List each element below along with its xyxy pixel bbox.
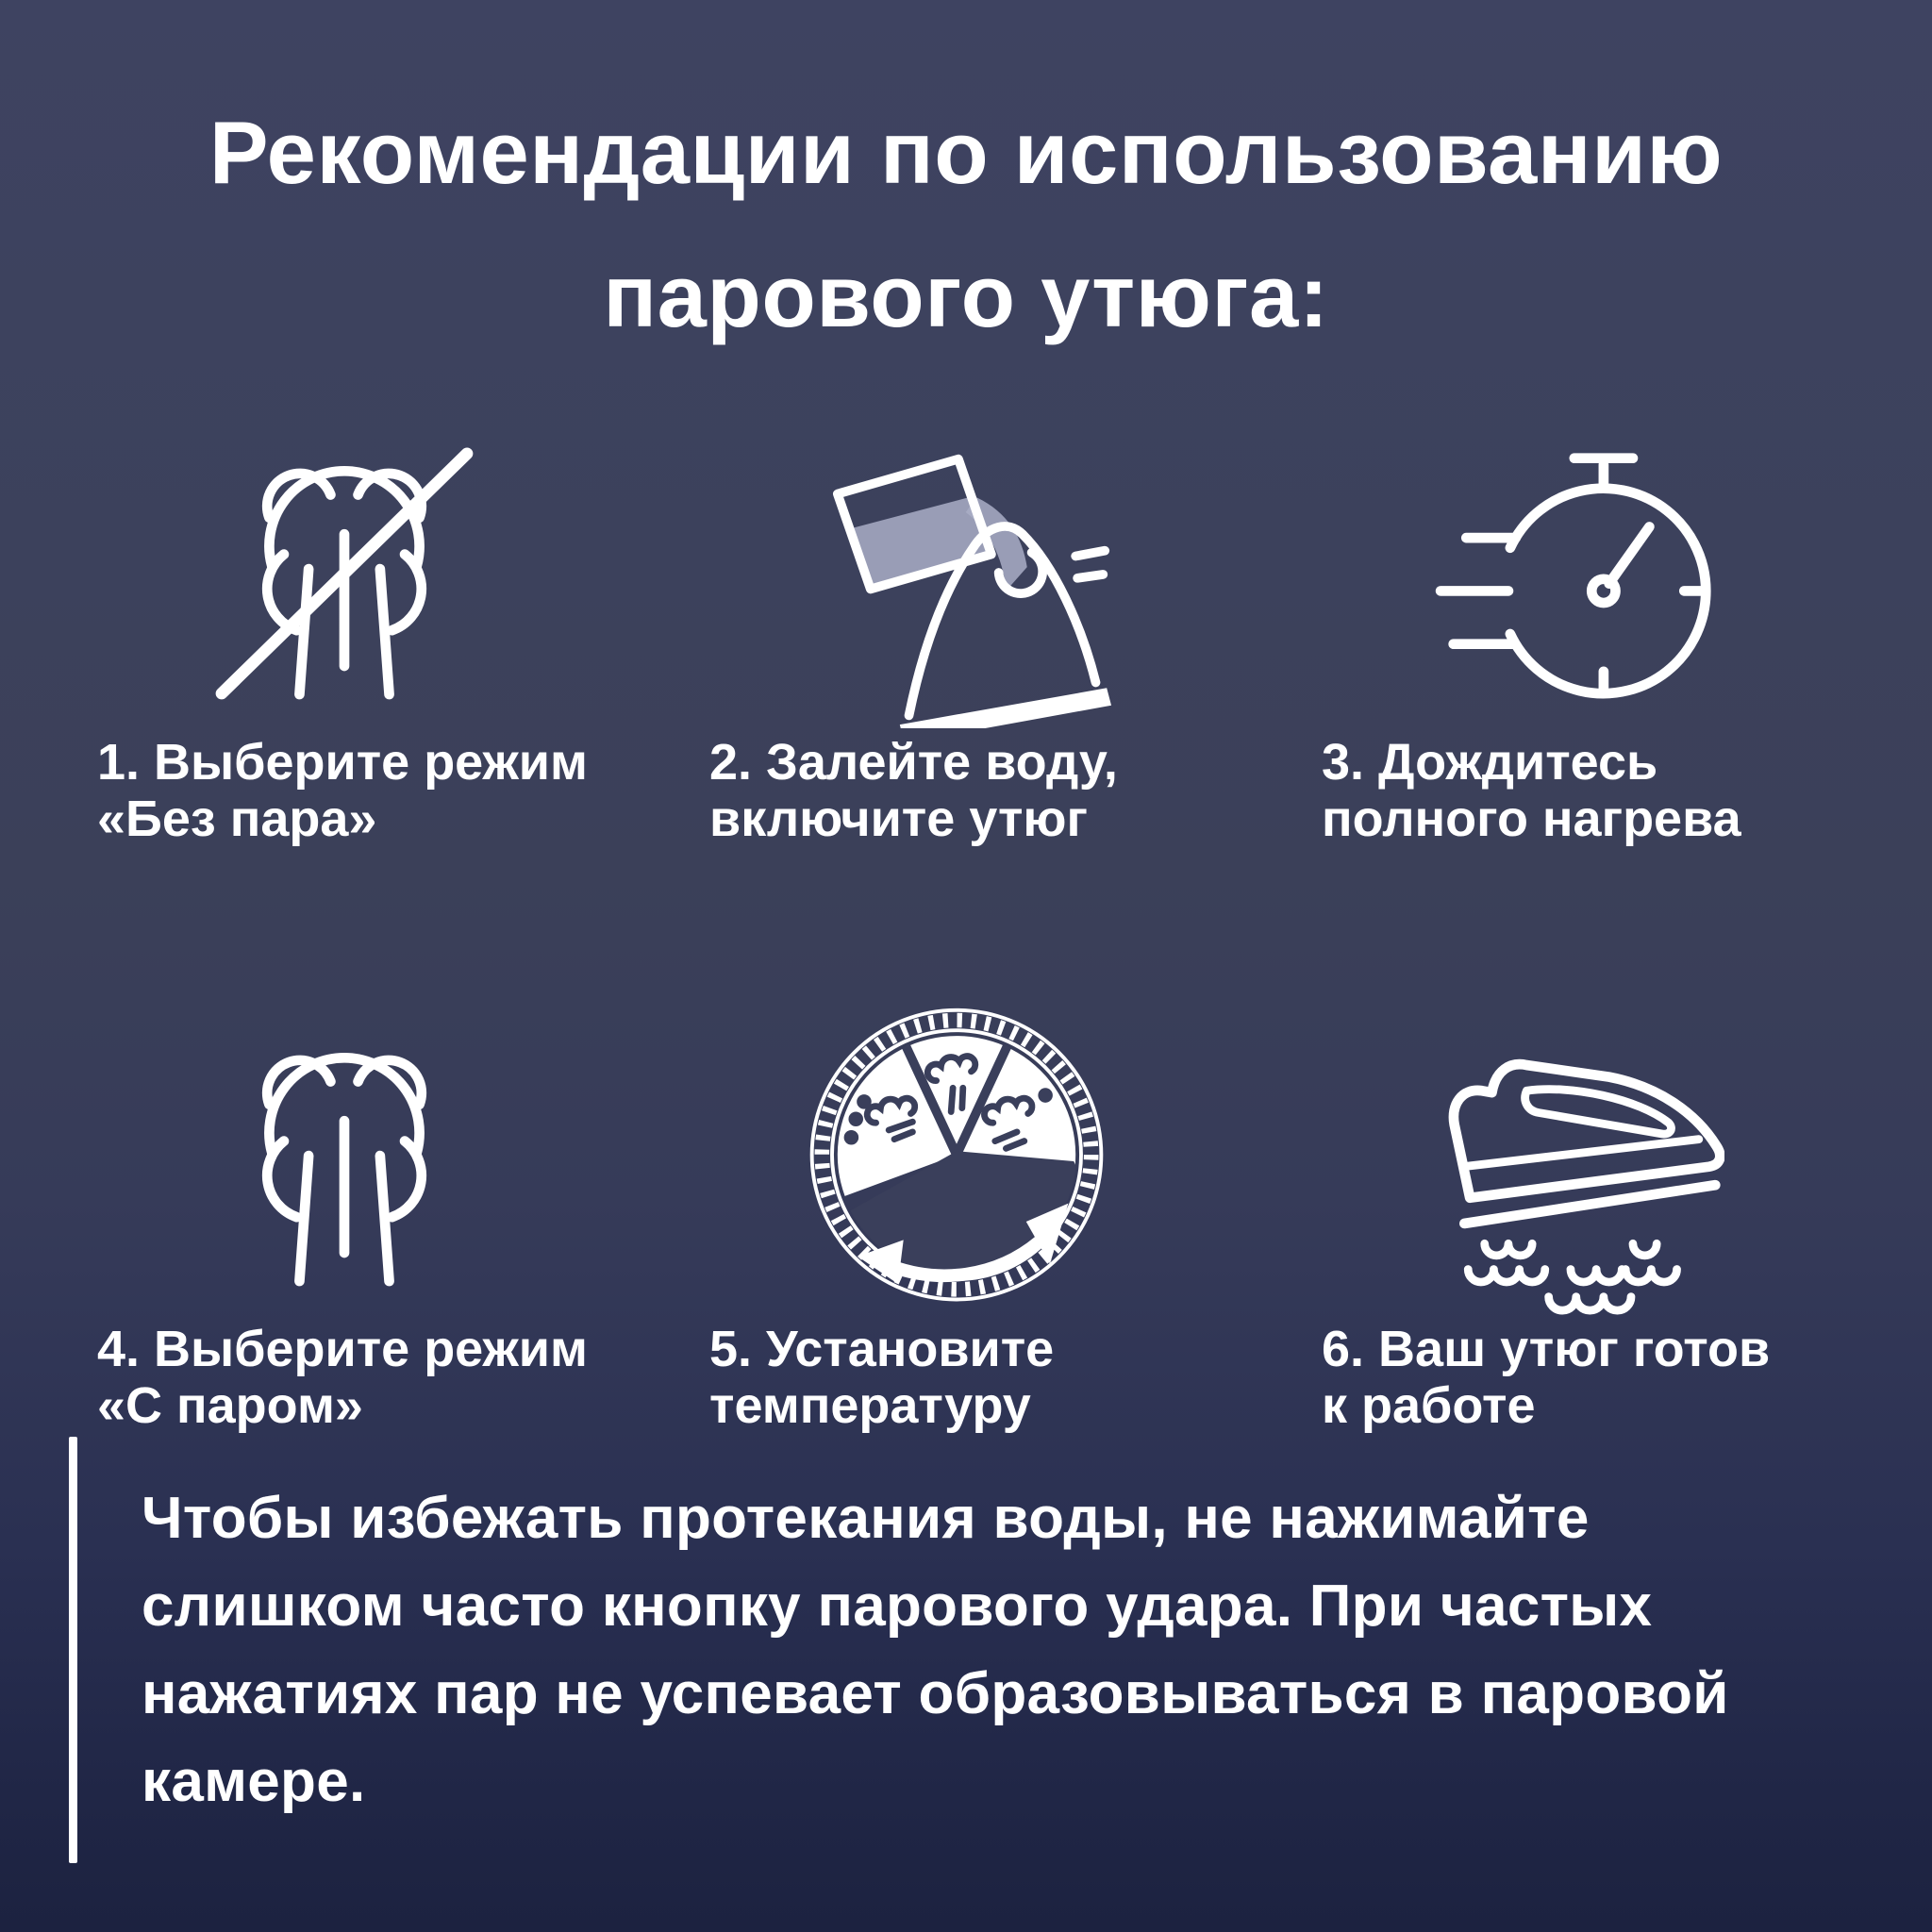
step-4 <box>80 983 608 1434</box>
note-text: Чтобы избежать протекания воды, не нажимайте слишком часто кнопку парового удара. При частых нажатиях пар не успевает образовываться в паровой камере. <box>142 1486 1729 1814</box>
steam-mode-icon <box>189 1004 500 1315</box>
step-3-caption: 3. Дождитесь полного нагрева <box>1322 734 1741 847</box>
page-title <box>0 81 1932 368</box>
step-6-caption: 6. Ваш утюг готов к работе <box>1322 1321 1771 1434</box>
steps-grid <box>80 396 1852 1434</box>
step-5 <box>692 983 1221 1434</box>
step-3 <box>1305 396 1833 847</box>
page-title-line-1: Рекомендации по использованию <box>208 103 1724 202</box>
note-accent-bar <box>69 1437 77 1863</box>
step-6 <box>1305 983 1833 1434</box>
fill-water-icon <box>801 417 1112 728</box>
heat-timer-icon <box>1413 417 1724 728</box>
step-4-caption: 4. Выберите режим «С паром» <box>97 1321 588 1434</box>
step-2-caption: 2. Залейте воду, включите утюг <box>709 734 1118 847</box>
note-block <box>69 1437 1871 1863</box>
temperature-dial-icon <box>801 1004 1112 1315</box>
step-1 <box>80 396 608 847</box>
iron-ready-icon <box>1413 1004 1724 1315</box>
step-2 <box>692 396 1221 847</box>
no-steam-icon <box>189 417 500 728</box>
step-1-caption: 1. Выберите режим «Без пара» <box>97 734 588 847</box>
step-5-caption: 5. Установите температуру <box>709 1321 1055 1434</box>
page-title-line-2: парового утюга: <box>603 246 1329 345</box>
